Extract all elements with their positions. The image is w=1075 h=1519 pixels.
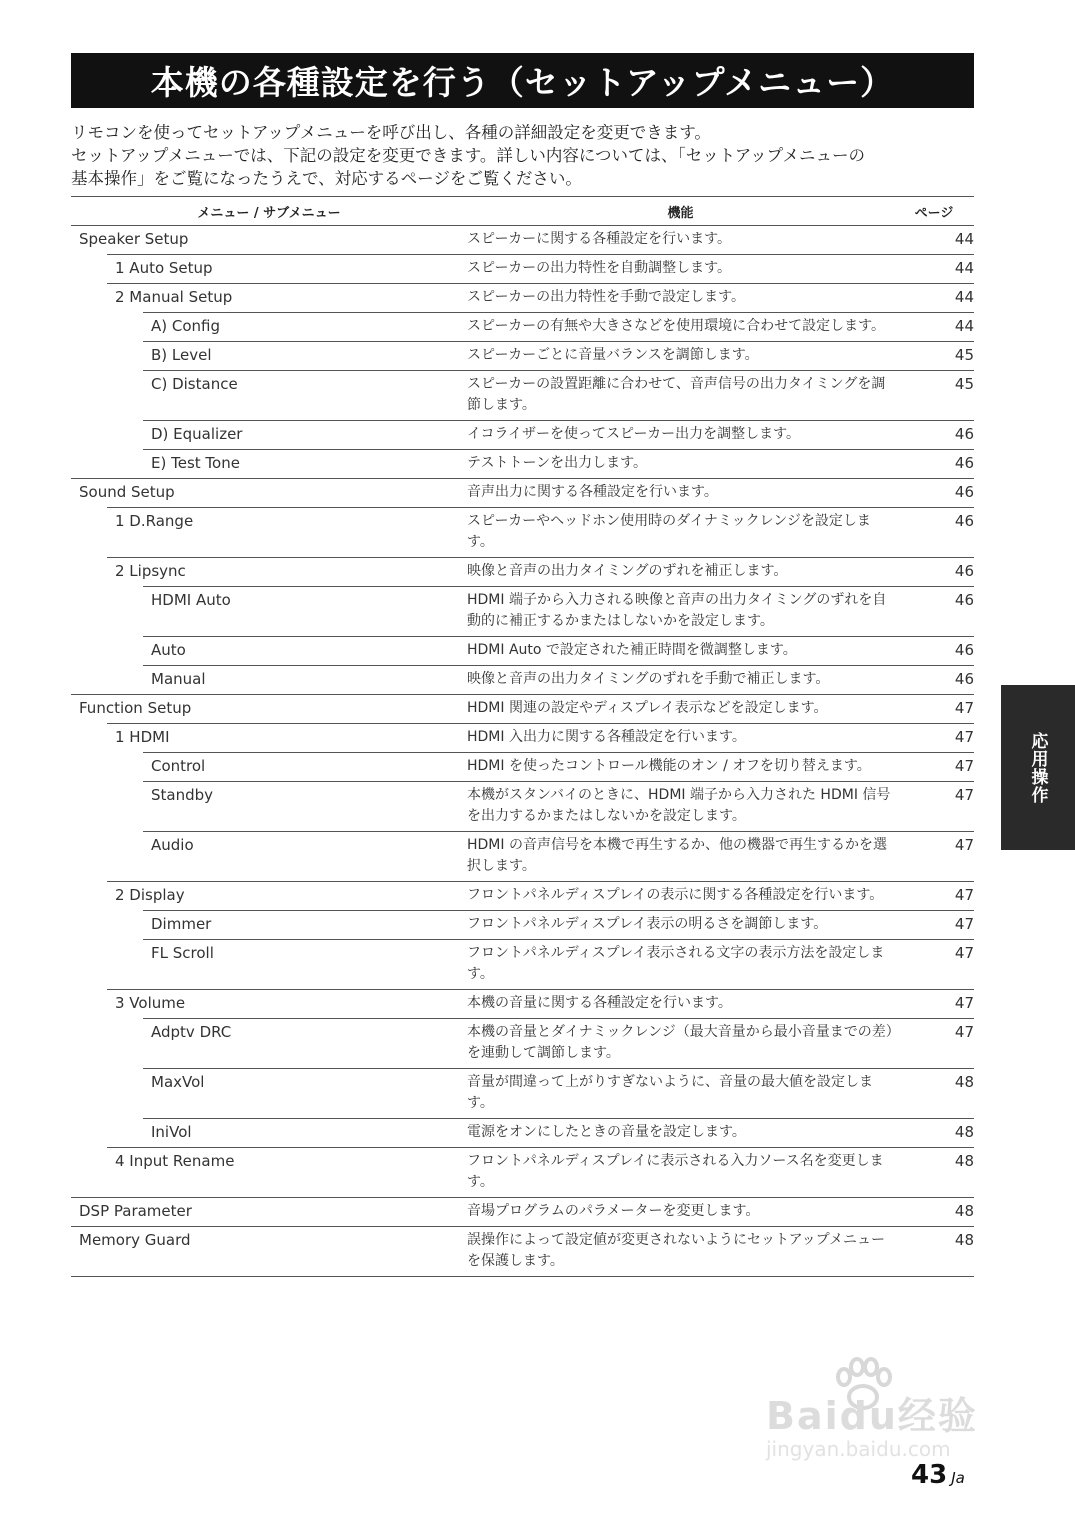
menu-item-description: スピーカーの有無や大きさなどを使用環境に合わせて設定します。 (467, 313, 894, 342)
menu-item-description: HDMI 入出力に関する各種設定を行います。 (467, 724, 894, 753)
table-row (71, 587, 974, 637)
menu-item-page: 48 (894, 1227, 974, 1277)
table-row (71, 911, 974, 940)
header-page: ページ (894, 197, 974, 226)
intro-line: リモコンを使ってセットアップメニューを呼び出し、各種の詳細設定を変更できます。 (71, 123, 711, 142)
table-row (71, 882, 974, 911)
menu-item-page: 48 (894, 1069, 974, 1119)
menu-item-description: イコライザーを使ってスピーカー出力を調整します。 (467, 421, 894, 450)
menu-item-page: 47 (894, 990, 974, 1019)
menu-item-page: 44 (894, 284, 974, 313)
menu-item-description: フロントパネルディスプレイ表示の明るさを調節します。 (467, 911, 894, 940)
section-tab (1001, 685, 1075, 850)
table-row (71, 342, 974, 371)
menu-item-page: 44 (894, 226, 974, 255)
menu-item-description: フロントパネルディスプレイ表示される文字の表示方法を設定します。 (467, 940, 894, 990)
menu-item-name: E) Test Tone (71, 450, 467, 479)
menu-item-page: 47 (894, 753, 974, 782)
menu-item-page: 46 (894, 508, 974, 558)
menu-item-page: 47 (894, 940, 974, 990)
menu-item-page: 48 (894, 1148, 974, 1198)
table-row (71, 450, 974, 479)
menu-item-name: IniVol (71, 1119, 467, 1148)
paw-icon (828, 1355, 898, 1415)
table-row (71, 782, 974, 832)
menu-item-description: スピーカーの出力特性を自動調整します。 (467, 255, 894, 284)
page-number-value: 43 (911, 1460, 948, 1490)
menu-item-name: D) Equalizer (71, 421, 467, 450)
menu-item-name: Speaker Setup (71, 226, 467, 255)
page-language: Ja (951, 1469, 965, 1487)
menu-item-description: スピーカーに関する各種設定を行います。 (467, 226, 894, 255)
menu-item-name: MaxVol (71, 1069, 467, 1119)
menu-item-description: HDMI を使ったコントロール機能のオン / オフを切り替えます。 (467, 753, 894, 782)
menu-item-name: 2 Display (71, 882, 467, 911)
menu-item-description: 音量が間違って上がりすぎないように、音量の最大値を設定します。 (467, 1069, 894, 1119)
menu-item-description: 音場プログラムのパラメーターを変更します。 (467, 1198, 894, 1227)
section-tab-label: 応用操作 (1027, 731, 1048, 804)
menu-item-page: 48 (894, 1198, 974, 1227)
menu-item-description: HDMI の音声信号を本機で再生するか、他の機器で再生するかを選択します。 (467, 832, 894, 882)
watermark (758, 1355, 1028, 1475)
menu-item-page: 47 (894, 782, 974, 832)
menu-item-name: 2 Manual Setup (71, 284, 467, 313)
menu-item-name: 3 Volume (71, 990, 467, 1019)
menu-item-description: スピーカーの出力特性を手動で設定します。 (467, 284, 894, 313)
table-row (71, 1148, 974, 1198)
menu-item-page: 47 (894, 882, 974, 911)
table-row (71, 371, 974, 421)
table-row (71, 558, 974, 587)
menu-item-page: 46 (894, 666, 974, 695)
menu-item-description: 電源をオンにしたときの音量を設定します。 (467, 1119, 894, 1148)
table-row (71, 753, 974, 782)
table-row (71, 421, 974, 450)
menu-item-page: 46 (894, 637, 974, 666)
menu-item-description: 本機の音量に関する各種設定を行います。 (467, 990, 894, 1019)
menu-item-name: Dimmer (71, 911, 467, 940)
menu-item-name: DSP Parameter (71, 1198, 467, 1227)
header-menu: メニュー / サブメニュー (71, 197, 467, 226)
menu-item-page: 44 (894, 255, 974, 284)
header-function: 機能 (467, 197, 894, 226)
intro-line: 基本操作」をご覧になったうえで、対応するページをご覧ください。 (71, 169, 582, 188)
menu-item-name: B) Level (71, 342, 467, 371)
menu-item-page: 47 (894, 1019, 974, 1069)
watermark-main: Baidu经验 (766, 1394, 978, 1438)
menu-item-page: 46 (894, 450, 974, 479)
menu-item-description: テストトーンを出力します。 (467, 450, 894, 479)
setup-menu-table (71, 196, 974, 1277)
menu-item-description: スピーカーごとに音量バランスを調節します。 (467, 342, 894, 371)
menu-item-page: 47 (894, 695, 974, 724)
menu-item-name: Sound Setup (71, 479, 467, 508)
menu-item-description: 映像と音声の出力タイミングのずれを手動で補正します。 (467, 666, 894, 695)
menu-item-name: Audio (71, 832, 467, 882)
menu-item-page: 48 (894, 1119, 974, 1148)
menu-item-description: 音声出力に関する各種設定を行います。 (467, 479, 894, 508)
menu-item-name: Standby (71, 782, 467, 832)
menu-item-page: 47 (894, 832, 974, 882)
table-row (71, 1198, 974, 1227)
table-row (71, 637, 974, 666)
menu-item-name: 1 HDMI (71, 724, 467, 753)
watermark-sub: jingyan.baidu.com (766, 1437, 951, 1461)
menu-item-name: Function Setup (71, 695, 467, 724)
table-row (71, 990, 974, 1019)
table-row (71, 1019, 974, 1069)
menu-item-description: HDMI 端子から入力される映像と音声の出力タイミングのずれを自動的に補正するかまたはしないかを設定します。 (467, 587, 894, 637)
menu-item-name: Memory Guard (71, 1227, 467, 1277)
menu-item-name: 1 D.Range (71, 508, 467, 558)
menu-item-name: HDMI Auto (71, 587, 467, 637)
menu-item-page: 46 (894, 587, 974, 637)
menu-item-description: 映像と音声の出力タイミングのずれを補正します。 (467, 558, 894, 587)
menu-item-description: フロントパネルディスプレイの表示に関する各種設定を行います。 (467, 882, 894, 911)
table-row (71, 666, 974, 695)
menu-item-name: 1 Auto Setup (71, 255, 467, 284)
menu-item-page: 45 (894, 371, 974, 421)
page-number (911, 1460, 965, 1490)
intro-text (71, 121, 981, 190)
table-row (71, 508, 974, 558)
menu-item-page: 46 (894, 558, 974, 587)
table-row (71, 226, 974, 255)
table-row (71, 313, 974, 342)
page-title: 本機の各種設定を行う（セットアップメニュー） (71, 53, 974, 108)
menu-item-page: 46 (894, 421, 974, 450)
menu-item-name: Control (71, 753, 467, 782)
table-header-row (71, 197, 974, 226)
menu-item-description: フロントパネルディスプレイに表示される入力ソース名を変更します。 (467, 1148, 894, 1198)
menu-item-name: C) Distance (71, 371, 467, 421)
table-row (71, 255, 974, 284)
menu-item-name: FL Scroll (71, 940, 467, 990)
table-row (71, 1069, 974, 1119)
menu-item-name: Auto (71, 637, 467, 666)
menu-item-name: A) Config (71, 313, 467, 342)
menu-item-description: スピーカーの設置距離に合わせて、音声信号の出力タイミングを調節します。 (467, 371, 894, 421)
menu-item-description: HDMI 関連の設定やディスプレイ表示などを設定します。 (467, 695, 894, 724)
menu-item-page: 47 (894, 724, 974, 753)
menu-item-description: スピーカーやヘッドホン使用時のダイナミックレンジを設定します。 (467, 508, 894, 558)
menu-item-page: 44 (894, 313, 974, 342)
table-row (71, 724, 974, 753)
table-row (71, 1119, 974, 1148)
menu-item-description: 本機の音量とダイナミックレンジ（最大音量から最小音量までの差）を連動して調節します。 (467, 1019, 894, 1069)
menu-item-description: 誤操作によって設定値が変更されないようにセットアップメニューを保護します。 (467, 1227, 894, 1277)
menu-item-description: 本機がスタンバイのときに、HDMI 端子から入力された HDMI 信号を出力するかまたはしないかを設定します。 (467, 782, 894, 832)
table-row (71, 479, 974, 508)
table-row (71, 284, 974, 313)
table-row (71, 940, 974, 990)
menu-item-name: Adptv DRC (71, 1019, 467, 1069)
menu-item-name: 4 Input Rename (71, 1148, 467, 1198)
menu-item-name: Manual (71, 666, 467, 695)
table-row (71, 695, 974, 724)
menu-item-page: 46 (894, 479, 974, 508)
table-row (71, 1227, 974, 1277)
table-row (71, 832, 974, 882)
intro-line: セットアップメニューでは、下記の設定を変更できます。詳しい内容については、「セットアップメニューの (71, 146, 865, 165)
menu-item-page: 45 (894, 342, 974, 371)
menu-item-page: 47 (894, 911, 974, 940)
menu-item-name: 2 Lipsync (71, 558, 467, 587)
menu-item-description: HDMI Auto で設定された補正時間を微調整します。 (467, 637, 894, 666)
table-body (71, 226, 974, 1277)
